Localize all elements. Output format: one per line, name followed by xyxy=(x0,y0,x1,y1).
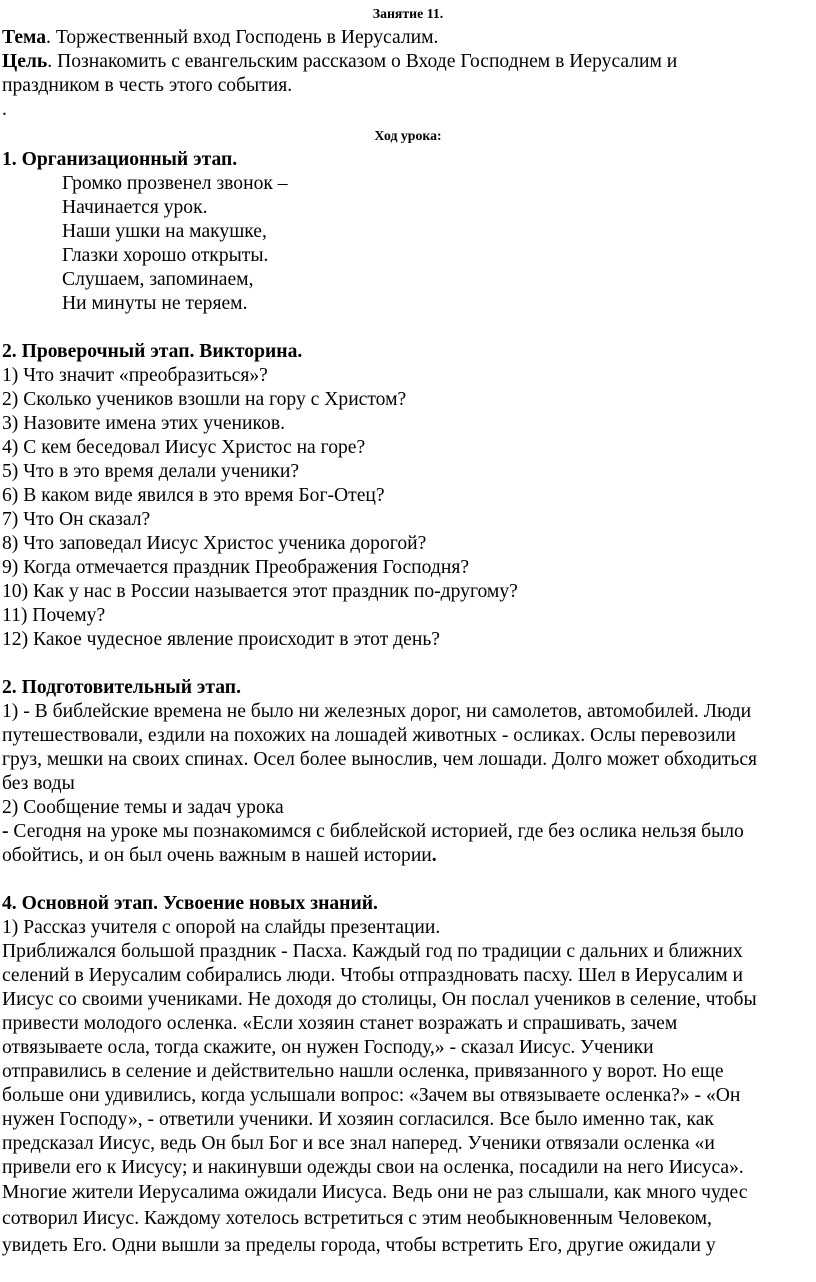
quiz-question: 2) Сколько учеников взошли на гору с Христом? xyxy=(2,389,407,410)
paragraph-line: путешествовали, ездили на похожих на лошадей животных - осликах. Ослы перевозили xyxy=(2,725,736,746)
paragraph-line: селений в Иерусалим собирались люди. Чтобы отпраздновать пасху. Шел в Иерусалим и xyxy=(2,965,744,986)
paragraph-line: Иисус со своими учениками. Не доходя до столицы, Он послал учеников в селение, чтобы xyxy=(2,989,757,1010)
lesson-title: Занятие 11. xyxy=(372,6,444,21)
paragraph-line: сотворил Иисус. Каждому хотелось встретиться с этим необыкновенным Человеком, xyxy=(2,1208,712,1229)
period-mark: . xyxy=(431,845,437,866)
dash-mark: - xyxy=(2,821,9,842)
poem-line: Начинается урок. xyxy=(62,197,208,218)
quiz-question: 1) Что значит «преобразиться»? xyxy=(2,365,268,386)
goal-text: . Познакомить с евангельским рассказом о Входе Господнем в Иерусалим и xyxy=(47,51,678,72)
paragraph-line: 2) Сообщение темы и задач урока xyxy=(2,797,284,818)
section-heading-organizational: 1. Организационный этап. xyxy=(2,149,238,170)
topic-line xyxy=(2,26,438,50)
quiz-question: 12) Какое чудесное явление происходит в этот день? xyxy=(2,629,440,650)
quiz-question: 3) Назовите имена этих учеников. xyxy=(2,413,285,434)
section-heading-preparatory: 2. Подготовительный этап. xyxy=(2,677,241,698)
paragraph-text: обойтись, и он был очень важным в нашей истории xyxy=(2,845,432,866)
paragraph-line: нужен Господу», - ответили ученики. И хозяин согласился. Все было именно так, как xyxy=(2,1109,714,1130)
dot-line: . xyxy=(2,99,7,120)
paragraph-line: отправились в селение и действительно нашли осленка, привязанного у ворот. Но еще xyxy=(2,1061,724,1082)
poem-line: Громко прозвенел звонок – xyxy=(62,173,288,194)
paragraph-line: 1) Рассказ учителя с опорой на слайды презентации. xyxy=(2,917,441,938)
goal-line xyxy=(2,50,677,74)
paragraph-line: без воды xyxy=(2,773,75,794)
paragraph-line: увидеть Его. Одни вышли за пределы города, чтобы встретить Его, другие ожидали у xyxy=(2,1235,716,1256)
quiz-question: 10) Как у нас в России называется этот праздник по-другому? xyxy=(2,581,518,602)
quiz-question: 11) Почему? xyxy=(2,605,106,626)
paragraph-line xyxy=(2,820,744,844)
paragraph-line: Многие жители Иерусалима ожидали Иисуса. Ведь они не раз слышали, как много чудес xyxy=(2,1182,748,1203)
section-heading-quiz: 2. Проверочный этап. Викторина. xyxy=(2,341,303,362)
paragraph-line: привести молодого осленка. «Если хозяин станет возражать и спрашивать, зачем xyxy=(2,1013,678,1034)
poem-line: Слушаем, запоминаем, xyxy=(62,269,254,290)
paragraph-text: Сегодня на уроке мы познакомимся с библейской историей, где без ослика нельзя было xyxy=(8,821,744,842)
quiz-question: 8) Что заповедал Иисус Христос ученика дорогой? xyxy=(2,533,427,554)
paragraph-line: предсказал Иисус, ведь Он был Бог и все знал наперед. Ученики отвязали осленка «и xyxy=(2,1133,715,1154)
poem-line: Наши ушки на макушке, xyxy=(62,221,267,242)
paragraph-line: груз, мешки на своих спинах. Осел более вынослив, чем лошади. Долго может обходиться xyxy=(2,749,758,770)
quiz-question: 6) В каком виде явился в это время Бог-Отец? xyxy=(2,485,385,506)
goal-line-continued: праздником в честь этого события. xyxy=(2,75,293,96)
quiz-question: 9) Когда отмечается праздник Преображения Господня? xyxy=(2,557,470,578)
section-heading-main: 4. Основной этап. Усвоение новых знаний. xyxy=(2,893,378,914)
paragraph-line xyxy=(2,844,437,868)
paragraph-line: больше они удивились, когда услышали вопрос: «Зачем вы отвязываете осленка?» - «Он xyxy=(2,1085,741,1106)
topic-text: . Торжественный вход Господень в Иерусалим. xyxy=(46,27,439,48)
paragraph-line: отвязываете осла, тогда скажите, он нужен Господу,» - сказал Иисус. Ученики xyxy=(2,1037,654,1058)
quiz-question: 4) С кем беседовал Иисус Христос на горе? xyxy=(2,437,366,458)
quiz-question: 7) Что Он сказал? xyxy=(2,509,151,530)
goal-label: Цель xyxy=(2,51,48,72)
lesson-plan-title: Ход урока: xyxy=(374,128,442,143)
paragraph-line: Приближался большой праздник - Пасха. Каждый год по традиции с дальних и ближних xyxy=(2,941,743,962)
topic-label: Тема xyxy=(2,27,47,48)
poem-line: Глазки хорошо открыты. xyxy=(62,245,269,266)
poem-line: Ни минуты не теряем. xyxy=(62,293,248,314)
quiz-question: 5) Что в это время делали ученики? xyxy=(2,461,300,482)
paragraph-line: 1) - В библейские времена не было ни железных дорог, ни самолетов, автомобилей. Люди xyxy=(2,701,752,722)
paragraph-line: привели его к Иисусу; и накинувши одежды свои на осленка, посадили на него Иисуса». xyxy=(2,1157,744,1178)
